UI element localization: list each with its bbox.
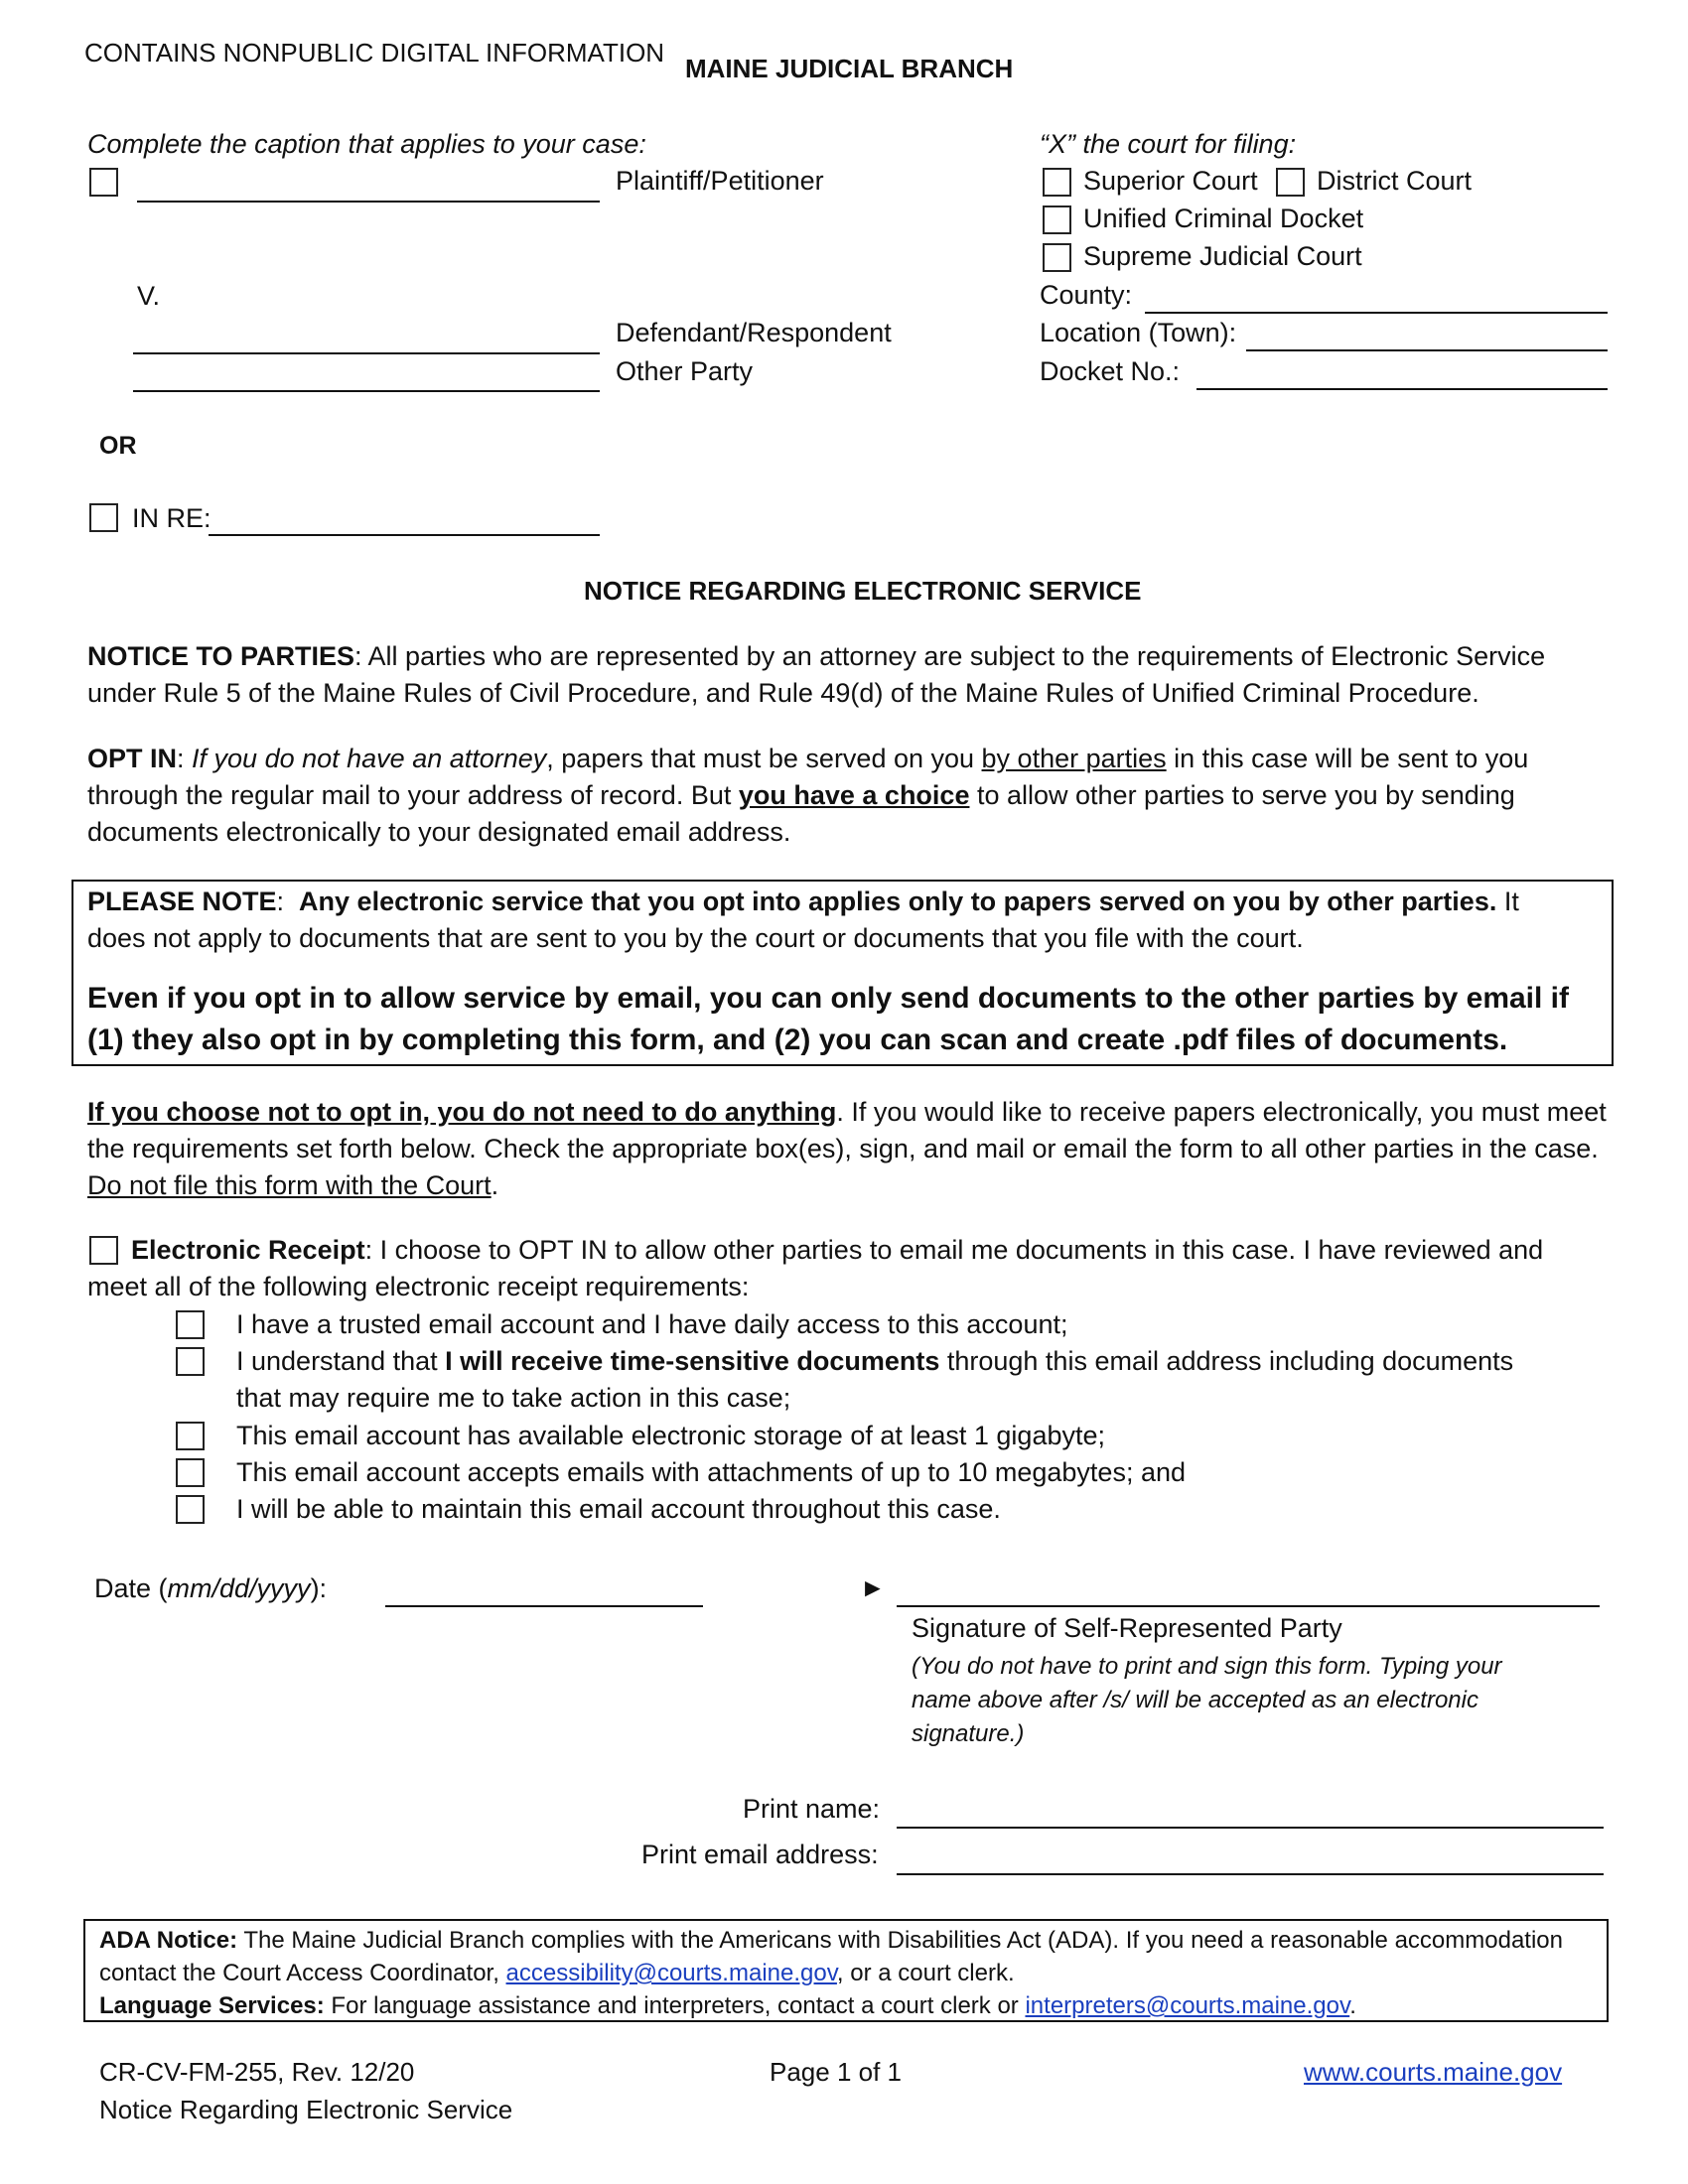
req2-c: through this email address including documents (939, 1346, 1514, 1376)
language-end: . (1349, 1992, 1356, 2019)
or-label: OR (99, 432, 137, 460)
opt-in-text1: , papers that must be served on you (546, 744, 982, 773)
requirement-4: This email account accepts emails with attachments of up to 10 megabytes; and (236, 1457, 1186, 1487)
requirement-3: This email account has available electronic storage of at least 1 gigabyte; (236, 1421, 1105, 1450)
notice-text: : All parties who are represented by an attorney are subject to the requirements of Electronic Service under Rule 5 of the Maine Rules of Civil Procedure, and Rule 49(d) of the Maine Rules of Unified Criminal Procedure. (87, 641, 1546, 708)
requirement-2-checkbox[interactable] (176, 1347, 205, 1376)
ada-label: ADA Notice: (99, 1927, 238, 1954)
ada-text: The Maine Judicial Branch complies with the Americans with Disabilities Act (ADA). If you need a reasonable accommodation contact the Court Access Coordinator, (99, 1927, 1563, 1986)
notice-label: NOTICE TO PARTIES (87, 641, 355, 671)
location-line[interactable] (1246, 349, 1608, 351)
date-label-a: Date ( (94, 1573, 168, 1603)
form-name: Notice Regarding Electronic Service (99, 2095, 513, 2124)
other-party-line[interactable] (133, 390, 600, 392)
opt-in-italic: If you do not have an attorney (192, 744, 547, 773)
choose-end: . (491, 1170, 499, 1200)
signature-note: (You do not have to print and sign this form. Typing your name above after /s/ will be accepted as an electronic signature.) (912, 1653, 1502, 1747)
supreme-court-checkbox[interactable] (1043, 243, 1071, 272)
branch-title: MAINE JUDICIAL BRANCH (685, 54, 1014, 83)
plaintiff-line[interactable] (137, 201, 600, 203)
in-re-line[interactable] (209, 534, 600, 536)
print-name-line[interactable] (897, 1827, 1604, 1829)
superior-court-label: Superior Court (1083, 166, 1258, 196)
opt-in-text3: to allow other parties to serve you by sending documents electronically to your designated email address. (87, 780, 1515, 847)
in-re-label: IN RE: (132, 503, 211, 533)
opt-in-sep: : (177, 744, 193, 773)
plaintiff-label: Plaintiff/Petitioner (616, 166, 824, 196)
court-instruction: “X” the court for filing: (1040, 129, 1297, 159)
print-name-label: Print name: (743, 1794, 881, 1824)
docket-label: Docket No.: (1040, 356, 1181, 386)
docket-line[interactable] (1196, 388, 1608, 390)
opt-in-underlined: by other parties (981, 744, 1167, 773)
signature-arrow: ► (860, 1572, 886, 1602)
opt-in-label: OPT IN (87, 744, 178, 773)
versus-label: V. (137, 281, 161, 311)
date-label (94, 1573, 327, 1604)
unified-docket-checkbox[interactable] (1043, 205, 1071, 234)
website-link[interactable]: www.courts.maine.gov (1304, 2057, 1563, 2087)
defendant-line[interactable] (133, 352, 600, 354)
please-note-paragraph: PLEASE NOTE: Any electronic service that you opt into applies only to papers served on you by other parties. It does not apply to documents that are sent to you by the court or documents that you file with the court. (87, 887, 1519, 953)
requirement-1: I have a trusted email account and I have daily access to this account; (236, 1309, 1068, 1339)
please-note-text: It does not apply to documents that are sent to you by the court or documents that you file with the court. (87, 887, 1519, 953)
accessibility-email-link[interactable]: accessibility@courts.maine.gov (505, 1960, 837, 1986)
nonpublic-notice: CONTAINS NONPUBLIC DIGITAL INFORMATION (84, 38, 665, 68)
choose-paragraph (87, 1094, 1607, 1204)
caption-instruction: Complete the caption that applies to your case: (87, 129, 646, 159)
interpreters-email-link[interactable]: interpreters@courts.maine.gov (1025, 1992, 1350, 2019)
date-label-end: ): (310, 1573, 328, 1603)
please-note-label: PLEASE NOTE (87, 887, 277, 916)
form-id: CR-CV-FM-255, Rev. 12/20 (99, 2057, 415, 2087)
requirement-5: I will be able to maintain this email account throughout this case. (236, 1494, 1001, 1524)
receipt-text: : I choose to OPT IN to allow other parties to email me documents in this case. I have reviewed and meet all of the following electronic receipt requirements: (87, 1235, 1544, 1301)
other-party-label: Other Party (616, 356, 754, 386)
ada-notice (99, 1924, 1589, 2022)
requirement-2 (236, 1343, 1513, 1380)
req2-a: I understand that (236, 1346, 446, 1376)
caption-checkbox[interactable] (89, 168, 118, 197)
ada-text2: , or a court clerk. (836, 1960, 1015, 1986)
defendant-label: Defendant/Respondent (616, 318, 892, 347)
opt-in-text2: in this case will be sent to you through the regular mail to your address of record. But (87, 744, 1529, 810)
opt-in-choice: you have a choice (738, 780, 970, 810)
district-court-checkbox[interactable] (1276, 168, 1305, 197)
notice-to-parties (87, 638, 1607, 712)
district-court-label: District Court (1317, 166, 1473, 196)
date-line[interactable] (385, 1605, 703, 1607)
superior-court-checkbox[interactable] (1043, 168, 1071, 197)
do-not-file: Do not file this form with the Court (87, 1170, 492, 1200)
requirement-2-cont: that may require me to take action in this case; (236, 1383, 791, 1413)
please-note-bold: Any electronic service that you opt into applies only to papers served on you by other parties. (299, 887, 1497, 916)
supreme-court-label: Supreme Judicial Court (1083, 241, 1362, 271)
in-re-checkbox[interactable] (89, 503, 118, 532)
language-text: For language assistance and interpreters, contact a court clerk or (324, 1992, 1026, 2019)
req2-bold: I will receive time-sensitive documents (445, 1346, 940, 1376)
county-label: County: (1040, 280, 1133, 310)
requirement-4-checkbox[interactable] (176, 1458, 205, 1487)
electronic-receipt-paragraph (87, 1232, 1607, 1305)
language-services-label: Language Services: (99, 1992, 325, 2019)
county-line[interactable] (1145, 312, 1608, 314)
receipt-label: Electronic Receipt (131, 1235, 365, 1265)
requirement-1-checkbox[interactable] (176, 1310, 205, 1339)
opt-in-paragraph (87, 741, 1607, 851)
date-format: mm/dd/yyyy (167, 1573, 311, 1603)
signature-label: Signature of Self-Represented Party (912, 1613, 1342, 1643)
location-label: Location (Town): (1040, 318, 1237, 347)
unified-docket-label: Unified Criminal Docket (1083, 204, 1364, 233)
choose-bold: If you choose not to opt in, you do not need to do anything (87, 1097, 837, 1127)
print-email-label: Print email address: (641, 1840, 879, 1869)
requirement-3-checkbox[interactable] (176, 1422, 205, 1450)
print-email-line[interactable] (897, 1873, 1604, 1875)
signature-line[interactable] (897, 1605, 1600, 1607)
please-note-emphasis: Even if you opt in to allow service by email, you can only send documents to the other parties by email if (1) they also opt in by completing this form, and (2) you can scan and create .pdf files of documents. (87, 982, 1570, 1056)
choose-text: . If you would like to receive papers electronically, you must meet the requirements set forth below. Check the appropriate box(es), sign, and mail or email the form to all other parties in the case. (87, 1097, 1607, 1163)
requirement-5-checkbox[interactable] (176, 1495, 205, 1524)
form-title: NOTICE REGARDING ELECTRONIC SERVICE (584, 576, 1142, 606)
page-number: Page 1 of 1 (770, 2057, 902, 2087)
